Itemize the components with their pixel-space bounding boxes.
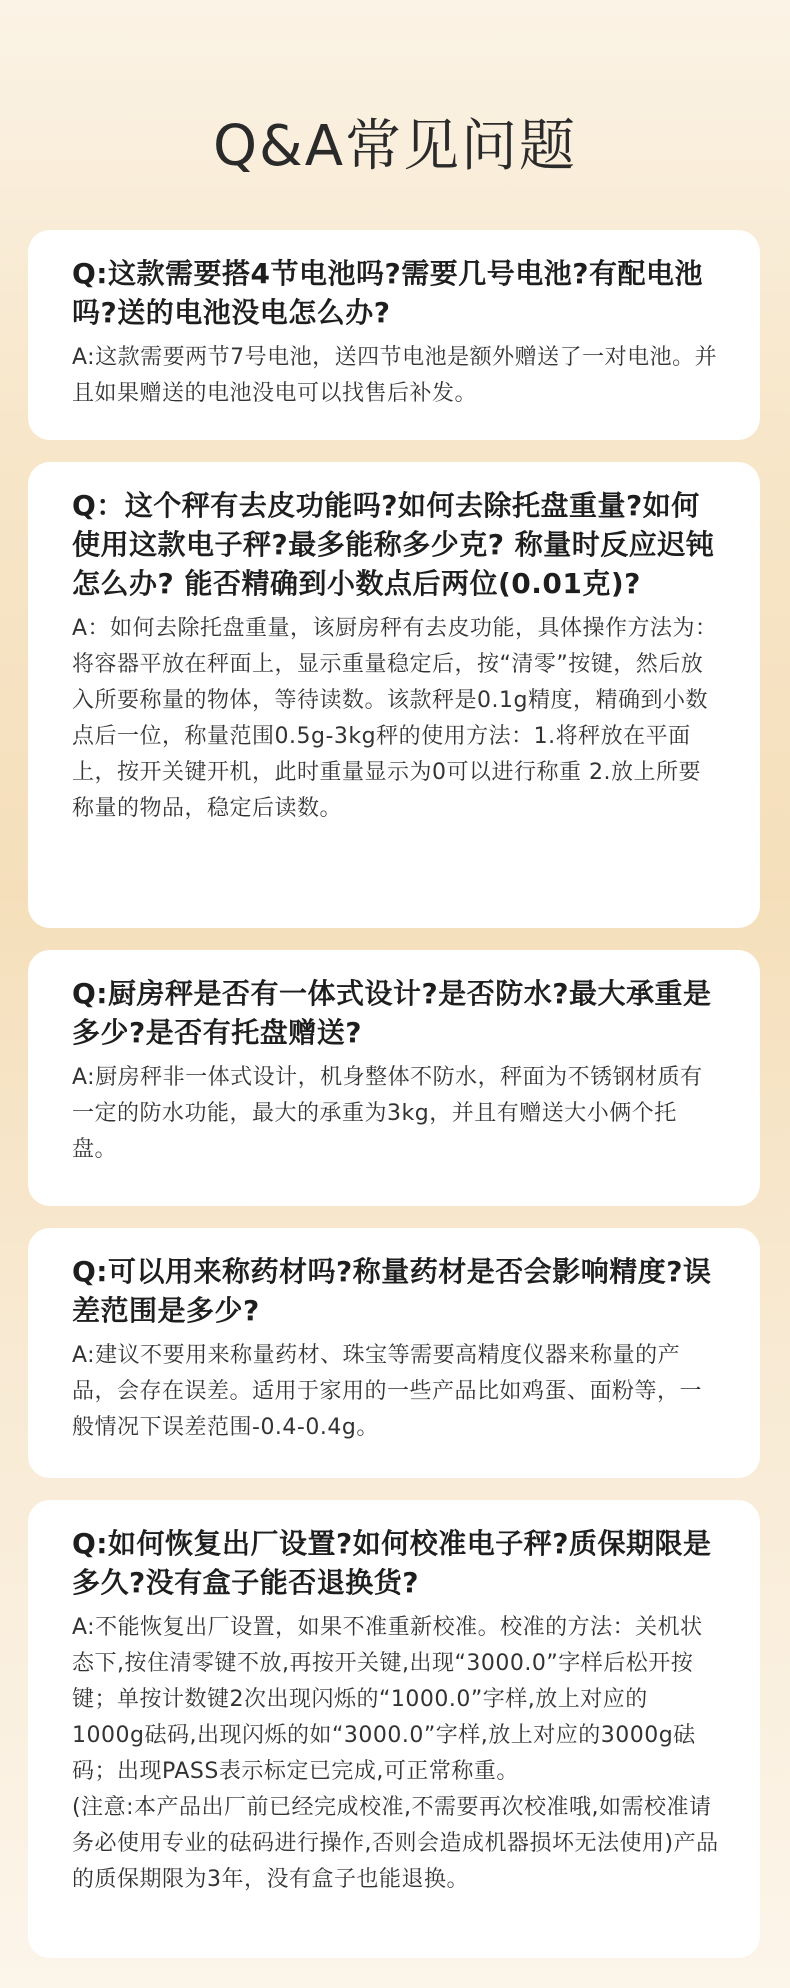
faq-answer: A:厨房秤非一体式设计，机身整体不防水，秤面为不锈钢材质有一定的防水功能，最大的承重为3kg，并且有赠送大小俩个托盘。 <box>72 1065 703 1162</box>
faq-question: Q:如何恢复出厂设置?如何校准电子秤?质保期限是多久?没有盒子能否退换货? <box>72 1527 712 1599</box>
faq-card <box>28 462 760 928</box>
faq-answer: A:不能恢复出厂设置，如果不准重新校准。校准的方法：关机状态下,按住清零键不放,再按开关键,出现“3000.0”字样后松开按键；单按计数键2次出现闪烁的“1000.0”字样,放上对应的1000g砝码,出现闪烁的如“3000.0”字样,放上对应的3000g砝码；出现PASS表示标定已完成,可正常称重。 <box>72 1615 703 1784</box>
faq-question: Q:这款需要搭4节电池吗?需要几号电池?有配电池吗?送的电池没电怎么办? <box>72 257 703 329</box>
faq-question: Q：这个秤有去皮功能吗?如何去除托盘重量?如何使用这款电子秤?最多能称多少克? 称量时反应迟钝怎么办? 能否精确到小数点后两位(0.01克)? <box>72 489 715 600</box>
faq-question: Q:厨房秤是否有一体式设计?是否防水?最大承重是多少?是否有托盘赠送? <box>72 977 712 1049</box>
faq-answer: A:这款需要两节7号电池，送四节电池是额外赠送了一对电池。并且如果赠送的电池没电可以找售后补发。 <box>72 345 718 406</box>
faq-answer: A:建议不要用来称量药材、珠宝等需要高精度仪器来称量的产品，会存在误差。适用于家用的一些产品比如鸡蛋、面粉等，一般情况下误差范围-0.4-0.4g。 <box>72 1343 703 1440</box>
faq-answer-note: (注意:本产品出厂前已经完成校准,不需要再次校准哦,如需校准请务必使用专业的砝码进行操作,否则会造成机器损坏无法使用)产品的质保期限为3年，没有盒子也能退换。 <box>72 1795 719 1892</box>
faq-card <box>28 950 760 1206</box>
faq-card <box>28 1500 760 1958</box>
faq-question: Q:可以用来称药材吗?称量药材是否会影响精度?误差范围是多少? <box>72 1255 712 1327</box>
faq-answer: A：如何去除托盘重量，该厨房秤有去皮功能，具体操作方法为：将容器平放在秤面上，显示重量稳定后，按“清零”按键，然后放入所要称量的物体，等待读数。该款秤是0.1g精度，精确到小数点后一位，称量范围0.5g-3kg秤的使用方法：1.将秤放在平面上，按开关键开机，此时重量显示为0可以进行称重 2.放上所要称量的物品，稳定后读数。 <box>72 616 718 821</box>
faq-card <box>28 230 760 440</box>
page-title: Q&A常见问题 <box>212 114 578 179</box>
faq-card <box>28 1228 760 1478</box>
